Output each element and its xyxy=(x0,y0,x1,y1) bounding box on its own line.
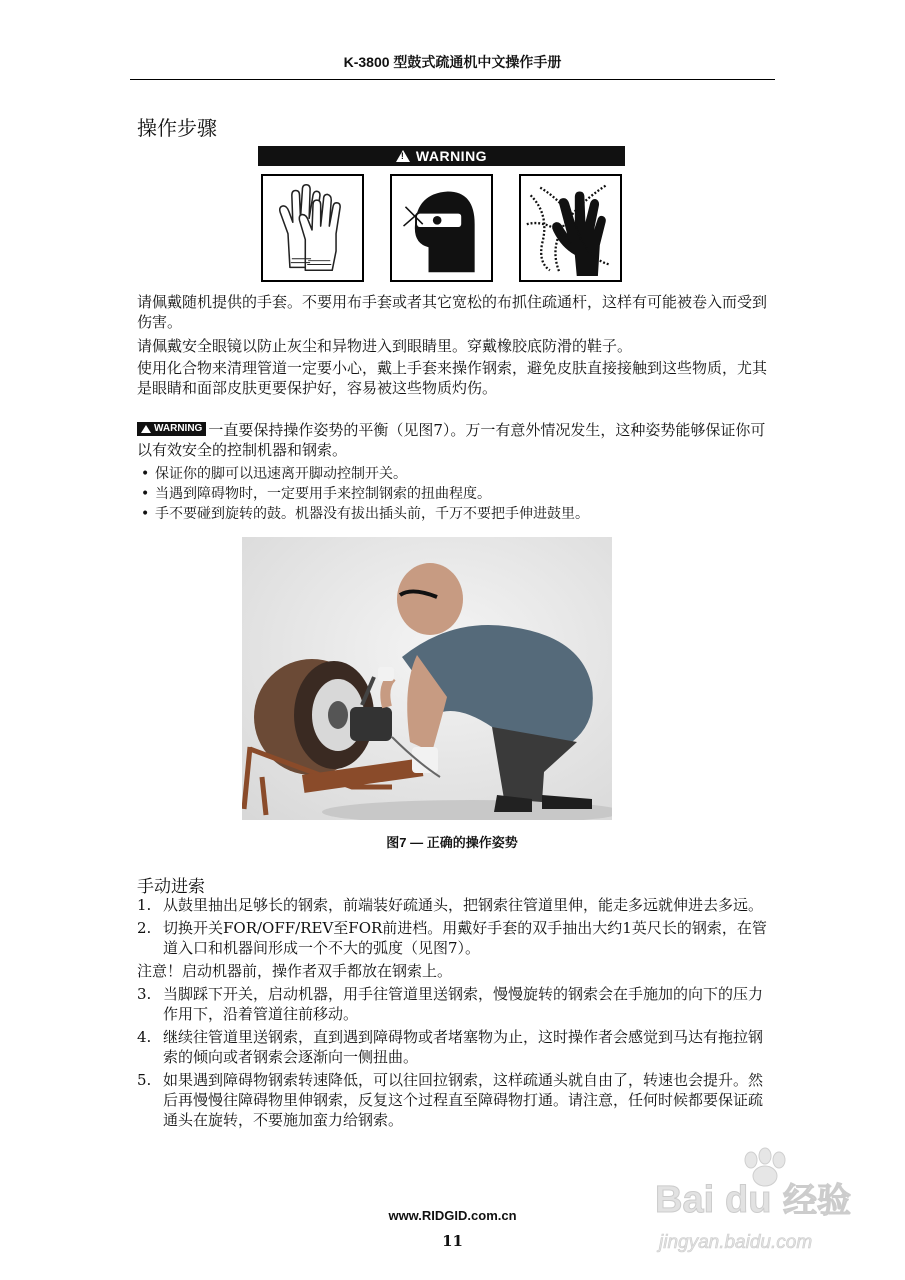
section-title-operation: 操作步骤 xyxy=(137,116,217,140)
page-number: 11 xyxy=(442,1232,463,1250)
list-item xyxy=(137,895,777,915)
watermark-brand-a: Bai xyxy=(655,1179,715,1221)
hand-entangled-cable-icon xyxy=(519,174,622,282)
step-number: 4. xyxy=(137,1028,152,1046)
figure-7-photo xyxy=(242,537,612,820)
header-rule xyxy=(130,79,775,80)
warning-banner-label: WARNING xyxy=(415,148,488,164)
gloves-icon xyxy=(261,174,364,282)
list-item: • 手不要碰到旋转的鼓。机器没有拔出插头前，千万不要把手伸进鼓里。 xyxy=(137,504,777,524)
footer-url: www.RIDGID.com.cn xyxy=(388,1208,517,1223)
balance-text: 一直要保持操作姿势的平衡（见图7）。万一有意外情况发生，这种姿势能够保证你可以有效安全的控制机器和钢索。 xyxy=(137,421,766,459)
watermark-brand-c: 经验 xyxy=(783,1181,851,1221)
paragraph-gloves: 请佩戴随机提供的手套。不要用布手套或者其它宽松的布抓住疏通杆，这样有可能被卷入而受到伤害。 xyxy=(137,293,768,331)
step-text: 继续往管道里送钢索，直到遇到障碍物或者堵塞物为止，这时操作者会感觉到马达有拖拉钢索的倾向或者钢索会逐渐向一侧扭曲。 xyxy=(163,1028,764,1066)
step-number: 3. xyxy=(137,985,152,1003)
paragraph-balance xyxy=(137,420,777,460)
paragraph-goggles: 请佩戴安全眼镜以防止灰尘和异物进入到眼睛里。穿戴橡胶底防滑的鞋子。 xyxy=(137,337,633,355)
watermark-url: jingyan.baidu.com xyxy=(659,1232,813,1253)
list-item xyxy=(137,1027,777,1067)
warning-triangle-icon xyxy=(396,150,410,162)
safety-goggles-icon xyxy=(390,174,493,282)
list-item xyxy=(137,918,777,958)
list-item xyxy=(137,1070,777,1130)
header-title: K-3800 型鼓式疏通机中文操作手册 xyxy=(343,54,562,70)
inline-warning-label: WARNING xyxy=(154,423,203,434)
paragraph-chemicals: 使用化合物来清理管道一定要小心，戴上手套来操作钢索，避免皮肤直接接触到这些物质，尤其是眼睛和面部皮肤更要保护好，容易被这些物质灼伤。 xyxy=(137,359,768,397)
step-number: 1. xyxy=(137,896,152,914)
figure-caption: 图7 — 正确的操作姿势 xyxy=(386,835,518,850)
note-line: 注意！启动机器前，操作者双手都放在钢索上。 xyxy=(137,962,453,980)
list-item xyxy=(137,984,777,1024)
safety-bullets xyxy=(137,464,777,524)
step-text: 当脚踩下开关，启动机器，用手往管道里送钢索，慢慢旋转的钢索会在手施加的向下的压力作用下，沿着管道往前移动。 xyxy=(163,985,764,1023)
step-number: 2. xyxy=(137,919,152,937)
list-item: • 保证你的脚可以迅速离开脚动控制开关。 xyxy=(137,464,777,484)
watermark-brand-b: du xyxy=(725,1179,772,1221)
warning-banner xyxy=(258,146,625,166)
step-text: 如果遇到障碍物钢索转速降低，可以往回拉钢索，这样疏通头就自由了，转速也会提升。然后再慢慢往障碍物里伸钢索，反复这个过程直至障碍物打通。请注意，任何时候都要保证疏通头在旋转，不要施加蛮力给钢索。 xyxy=(163,1071,764,1129)
inline-warning-badge xyxy=(137,422,206,436)
step-text: 切换开关FOR/OFF/REV至FOR前进档。用戴好手套的双手抽出大约1英尺长的钢索，在管道入口和机器间形成一个不大的弧度（见图7）。 xyxy=(163,919,767,957)
step-text: 从鼓里抽出足够长的钢索，前端装好疏通头，把钢索往管道里伸，能走多远就伸进去多远。 xyxy=(163,896,764,914)
manual-feed-steps xyxy=(137,895,777,1133)
section-title-manual-feed: 手动进索 xyxy=(137,877,205,897)
warning-triangle-icon xyxy=(141,425,151,433)
list-item: • 当遇到障碍物时，一定要用手来控制钢索的扭曲程度。 xyxy=(137,484,777,504)
baidu-watermark xyxy=(655,1140,875,1270)
step-number: 5. xyxy=(137,1071,152,1089)
